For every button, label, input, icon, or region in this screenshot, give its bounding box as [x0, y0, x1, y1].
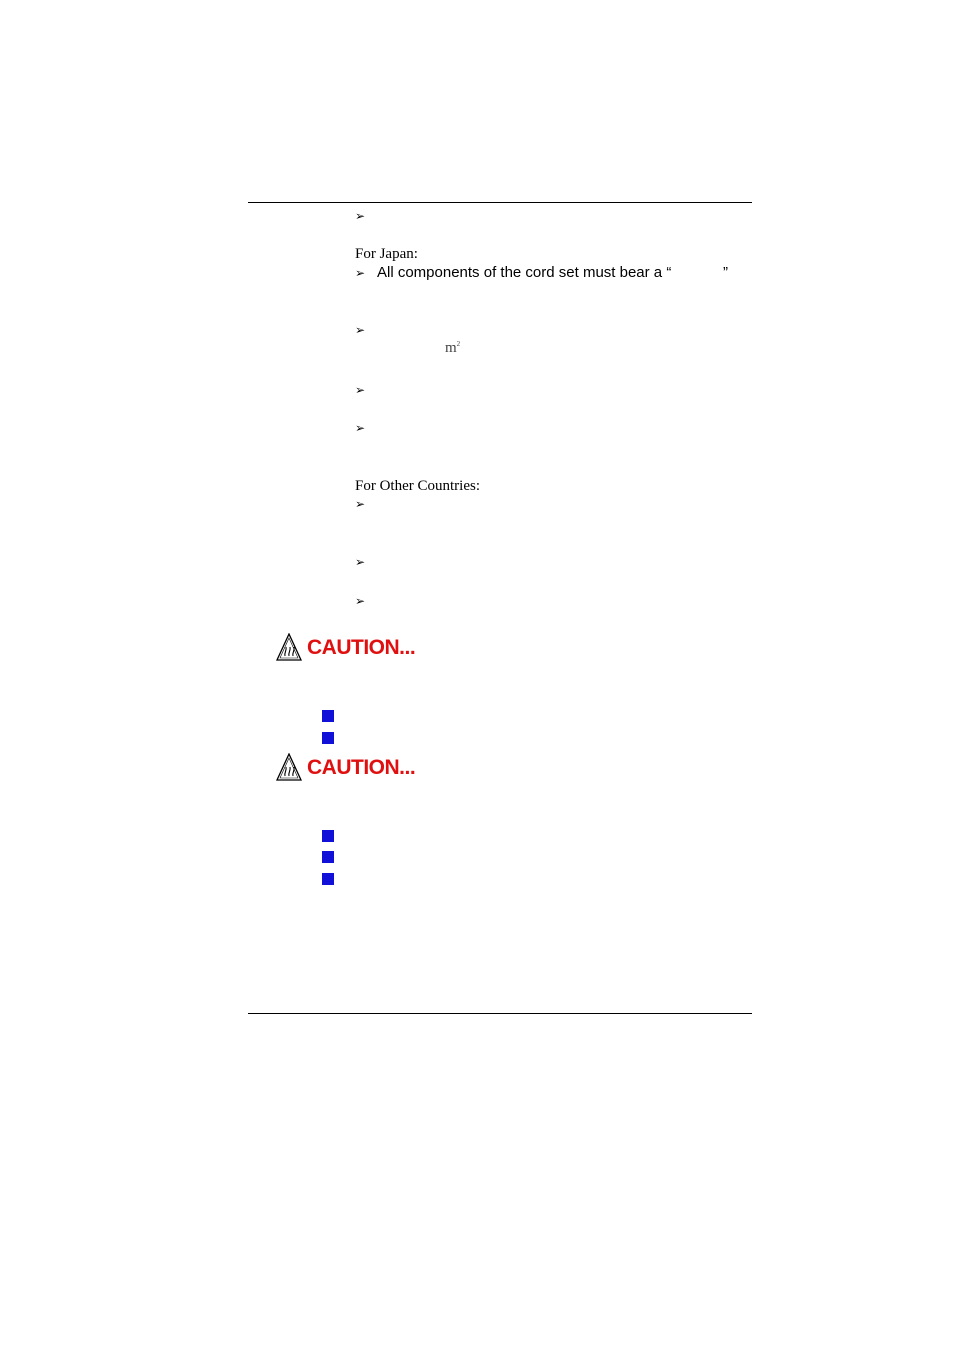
arrow-bullet-icon: ➢: [355, 497, 366, 511]
arrow-bullet-icon: ➢: [355, 323, 366, 337]
bottom-rule: [248, 1013, 752, 1014]
arrow-bullet-icon: ➢: [355, 555, 366, 569]
arrow-bullet-icon: ➢: [355, 594, 366, 608]
hot-surface-warning-icon: [276, 753, 302, 781]
arrow-bullet-icon: ➢: [355, 421, 366, 435]
blue-square-bullet-icon: [322, 873, 334, 885]
hot-surface-warning-icon: [276, 633, 302, 661]
caution-label: CAUTION...: [307, 636, 416, 659]
blue-square-bullet-icon: [322, 830, 334, 842]
unit-base: m: [445, 340, 457, 356]
blue-square-bullet-icon: [322, 851, 334, 863]
section-heading-japan: For Japan:: [355, 246, 418, 262]
blue-square-bullet-icon: [322, 710, 334, 722]
arrow-bullet-icon: ➢: [355, 209, 366, 223]
unit-superscript: 2: [456, 340, 461, 348]
arrow-bullet-icon: ➢: [355, 383, 366, 397]
unit-square-meter: [445, 340, 460, 357]
section-heading-other-countries: For Other Countries:: [355, 478, 480, 494]
arrow-bullet-icon: ➢: [355, 266, 366, 280]
japan-item-1-text: All components of the cord set must bear a “: [377, 264, 672, 281]
blue-square-bullet-icon: [322, 732, 334, 744]
top-rule: [248, 202, 752, 203]
caution-label: CAUTION...: [307, 756, 416, 779]
japan-item-1-close-quote: ”: [723, 264, 728, 281]
